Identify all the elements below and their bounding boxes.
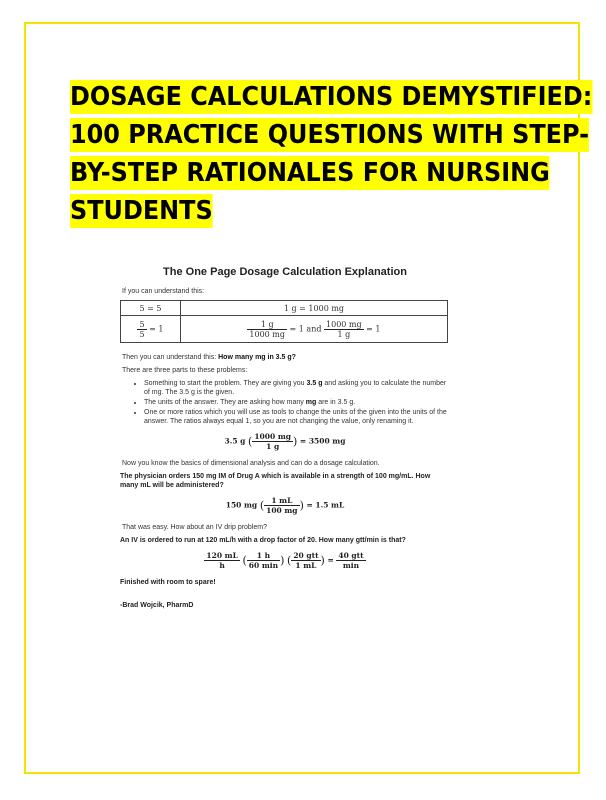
table-cell: $\frac{1 g}{1000 mg}$ = 1 and $\frac{1000 mg}{1 g}$ = 1 — [180, 316, 447, 343]
basics-text: Now you know the basics of dimensional analysis and can do a dosage calculation. — [122, 460, 380, 467]
table-cell: 5 = 5 — [121, 301, 181, 316]
question-1: The physician orders 150 mg IM of Drug A which is available in a strength of 100 mg/mL. How many mL will be administered? — [120, 473, 431, 489]
then-text: Then you can understand this: How many mg in 3.5 g? — [122, 354, 296, 361]
easy-text: That was easy. How about an IV drip problem? — [122, 524, 268, 531]
table-cell: $\frac{5}{5}$ = 1 — [121, 316, 181, 343]
question-2: An IV is ordered to run at 120 mL/h with a drop factor of 20. How many gtt/min is that? — [120, 537, 406, 544]
document-title — [70, 80, 593, 232]
title-line-3: BY-STEP RATIONALES FOR NURSING — [70, 158, 550, 188]
parts-list — [120, 379, 450, 426]
title-line-4: STUDENTS — [70, 196, 213, 226]
finished-text: Finished with room to spare! — [120, 579, 216, 586]
fraction: $\frac{1000 mg}{1 g}$ — [326, 319, 362, 339]
explanation-heading: The One Page Dosage Calculation Explanation — [163, 266, 407, 278]
title-line-2: 100 PRACTICE QUESTIONS WITH STEP- — [70, 120, 590, 150]
list-item: • One or more ratios which you will use as tools to change the units of the given into the units of the answer. The ratios always equal 1, so you are not changing the value, only renaming it. — [144, 408, 450, 426]
list-item: • The units of the answer. They are asking how many mg are in 3.5 g. — [144, 398, 450, 407]
formula-grams-to-mg: 3.5 g ( $\frac{1000 mg}{1 g}$ ) = 3500 mg — [224, 432, 346, 451]
equation-table — [120, 300, 448, 343]
list-item: • Something to start the problem. They are giving you 3.5 g and asking you to calculate the number of mg. The 3.5 g is the given. — [144, 379, 450, 397]
fraction: $\frac{5}{5}$ — [139, 319, 145, 339]
title-line-1: DOSAGE CALCULATIONS DEMYSTIFIED: — [70, 82, 593, 112]
formula-ml: 150 mg ( $\frac{1 mL}{100 mg}$ ) = 1.5 mL — [225, 496, 345, 515]
table-cell: 1 g = 1000 mg — [180, 301, 447, 316]
author-signature: -Brad Wojcik, PharmD — [120, 602, 194, 609]
formula-gtt: $\frac{120 mL}{h}$ ( $\frac{1 h}{60 \min}$ ) ( $\frac{\text{20 gtt}}{1 mL}$ ) = $\frac{\text{40 gtt}}{\min}$ — [206, 551, 364, 570]
intro-text: If you can understand this: — [122, 288, 205, 295]
three-parts-text: There are three parts to these problems: — [122, 367, 248, 374]
explanation-image — [120, 268, 450, 614]
fraction: $\frac{1 g}{1000 mg}$ — [249, 319, 285, 339]
